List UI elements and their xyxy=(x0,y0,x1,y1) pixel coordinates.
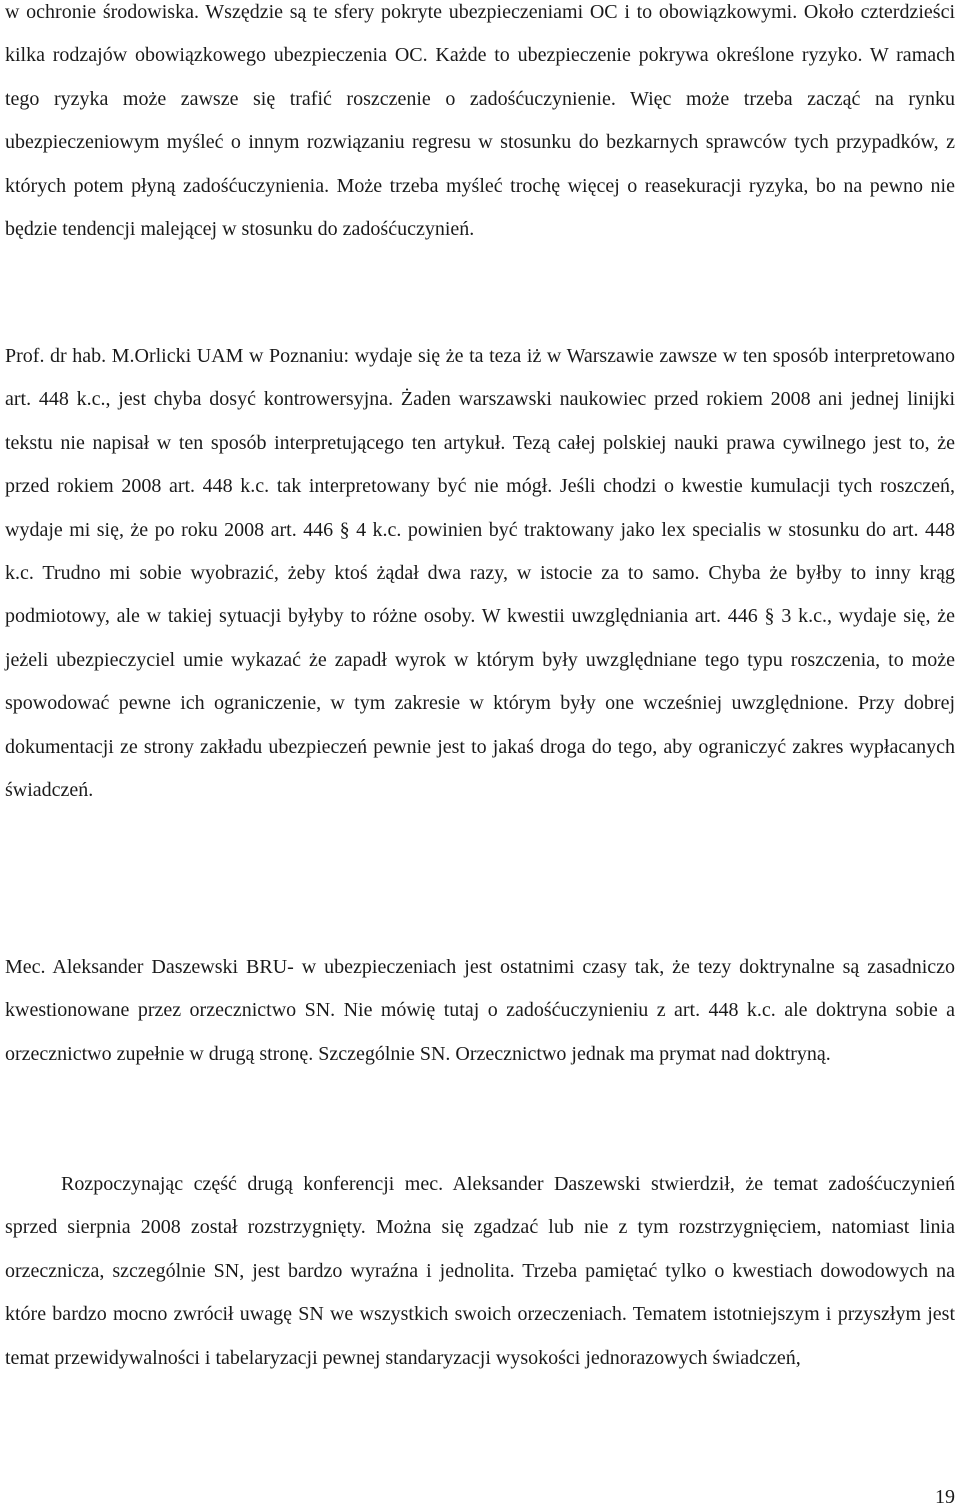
page-number: 19 xyxy=(935,1486,955,1508)
paragraph-orlicki: Prof. dr hab. M.Orlicki UAM w Poznaniu: wydaje się że ta teza iż w Warszawie zawsze w ten sposób interpretowano art. 448 k.c., jest chyba dosyć kontrowersyjna. Żaden warszawski naukowiec przed rokiem 2008 ani jednej linijki tekstu nie napisał w ten sposób interpretującego ten artykuł. Tezą całej polskiej nauki prawa cywilnego jest to, że przed rokiem 2008 art. 448 k.c. tak interpretowany być nie mógł. Jeśli chodzi o kwestie kumulacji tych roszczeń, wydaje mi się, że po roku 2008 art. 446 § 4 k.c. powinien być traktowany jako lex specialis w stosunku do art. 448 k.c. Trudno mi sobie wyobrazić, żeby ktoś żądał dwa razy, w istocie za to samo. Chyba że byłby to inny krąg podmiotowy, ale w takiej sytuacji byłyby to różne osoby. W kwestii uwzględniania art. 446 § 3 k.c., wydaje się, że jeżeli ubezpieczyciel umie wykazać że zapadł wyrok w którym były uwzględniane tego typu roszczenia, to może spowodować pewne ich ograniczenie, w tym zakresie w którym były one wcześniej uwzględnione. Przy dobrej dokumentacji ze strony zakładu ubezpieczeń pewnie jest to jakaś droga do tego, aby ograniczyć zakres wypłacanych świadczeń. xyxy=(5,345,955,802)
paragraph-continuation: w ochronie środowiska. Wszędzie są te sfery pokryte ubezpieczeniami OC i to obowiązkowymi. Około czterdzieści kilka rodzajów obowiązkowego ubezpieczenia OC. Każde to ubezpieczenie pokrywa określone ryzyko. W ramach tego ryzyka może zawsze się trafić roszczenie o zadośćuczynienie. Więc może trzeba zacząć na rynku ubezpieczeniowym myśleć o innym rozwiązaniu regresu w stosunku do bezkarnych sprawców tych przypadków, z których potem płyną zadośćuczynienia. Może trzeba myśleć trochę więcej o reasekuracji ryzyka, bo na pewno nie będzie tendencji malejącej w stosunku do zadośćuczynień. xyxy=(5,1,955,241)
paragraph-daszewski: Mec. Aleksander Daszewski BRU- w ubezpieczeniach jest ostatnimi czasy tak, że tezy doktrynalne są zasadniczo kwestionowane przez orzecznictwo SN. Nie mówię tutaj o zadośćuczynieniu z art. 448 k.c. ale doktryna sobie a orzecznictwo zupełnie w drugą stronę. Szczególnie SN. Orzecznictwo jednak ma prymat nad doktryną. xyxy=(5,956,955,1065)
paragraph-second-part: Rozpoczynając część drugą konferencji mec. Aleksander Daszewski stwierdził, że temat zadośćuczynień sprzed sierpnia 2008 został rozstrzygnięty. Można się zgadzać lub nie z tym rozstrzygnięciem, natomiast linia orzecznicza, szczególnie SN, jest bardzo wyraźna i jednolita. Trzeba pamiętać tylko o kwestiach dowodowych na które bardzo mocno zwrócił uwagę SN we wszystkich swoich orzeczeniach. Tematem istotniejszym i przyszłym jest temat przewidywalności i tabelaryzacji pewnej standaryzacji wysokości jednorazowych świadczeń, xyxy=(5,1173,955,1369)
